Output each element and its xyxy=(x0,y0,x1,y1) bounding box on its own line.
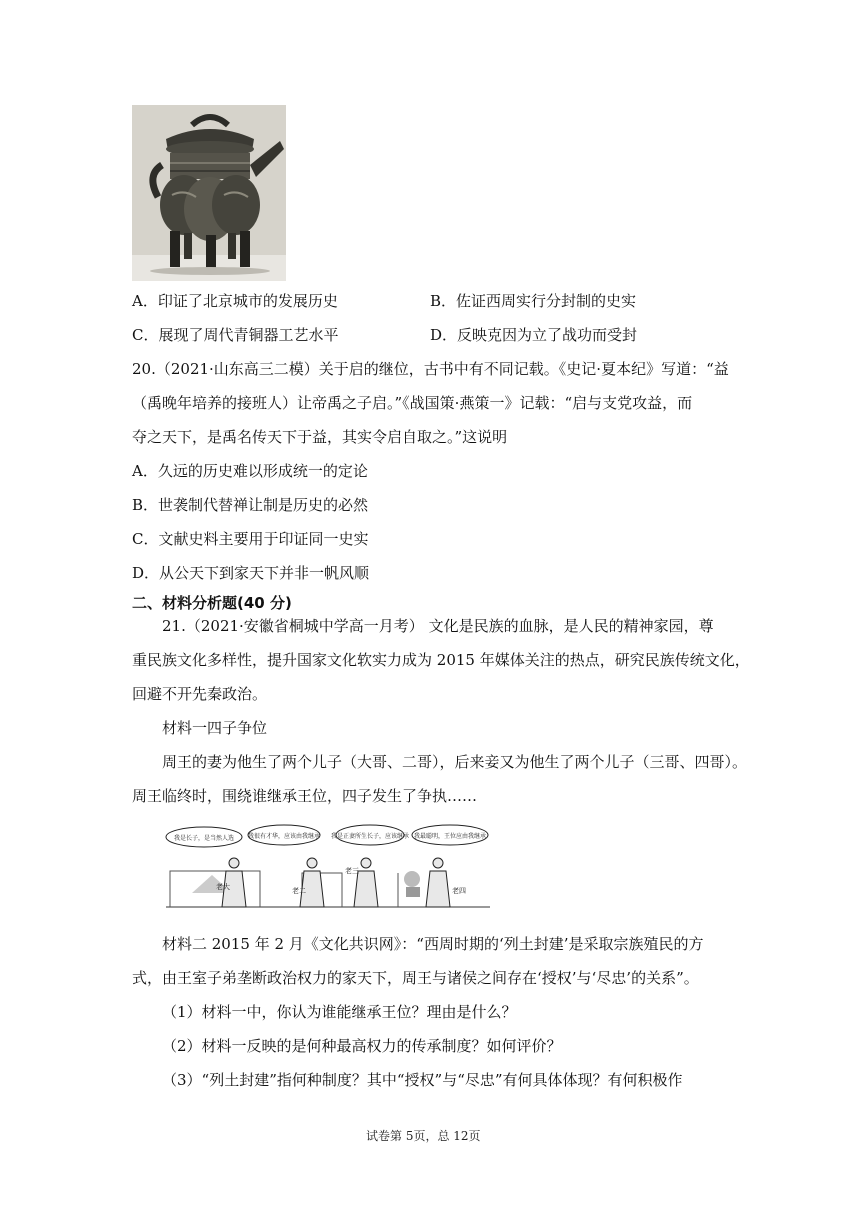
q21-question-1: （1）材料一中，你认为谁能继承王位？理由是什么？ xyxy=(162,1003,517,1021)
q20-stem-line-1: 20.（2021·山东高三二模）关于启的继位，古书中有不同记载。《史记·夏本纪》写道：“益 xyxy=(132,360,729,378)
bubble-4-text: 我最聪明，王位应由我继承 xyxy=(413,833,487,840)
material-2-line-2: 式，由王室子弟垄断政治权力的家天下，周王与诸侯之间存在‘授权’与‘尽忠’的关系”。 xyxy=(132,969,699,987)
section-2-title: 二、材料分析题(40 分) xyxy=(132,594,292,612)
figure-label-4: 老四 xyxy=(452,887,466,895)
four-sons-cartoon xyxy=(162,823,494,919)
four-sons-cartoon-illustration xyxy=(162,823,494,919)
q19-option-d: D．反映克因为立了战功而受封 xyxy=(430,326,638,344)
figure-label-2: 老二 xyxy=(292,887,306,895)
bubble-1-text: 我是长子，是当然人选 xyxy=(173,835,235,842)
q21-intro-line-3: 回避不开先秦政治。 xyxy=(132,685,268,703)
material-1-line-1: 周王的妻为他生了两个儿子（大哥、二哥），后来妾又为他生了两个儿子（三哥、四哥）。 xyxy=(162,753,748,771)
figure-label-1: 老大 xyxy=(216,883,230,891)
q20-option-b: B．世袭制代替禅让制是历史的必然 xyxy=(132,496,369,514)
page-footer: 试卷第 5页，总 12页 xyxy=(366,1129,481,1143)
material-1-line-2: 周王临终时，围绕谁继承王位，四子发生了争执…… xyxy=(132,787,478,805)
bubble-2-text: 我很有才华，应该由我继承 xyxy=(247,833,321,840)
q21-intro-line-2: 重民族文化多样性，提升国家文化软实力成为 2015 年媒体关注的热点，研究民族传统文化， xyxy=(132,651,750,669)
q21-question-2: （2）材料一反映的是何种最高权力的传承制度？如何评价？ xyxy=(162,1037,562,1055)
bubble-3-text: 我是正妻所生长子，应该继承 xyxy=(330,833,410,840)
q20-option-d: D．从公天下到家天下并非一帆风顺 xyxy=(132,564,370,582)
bronze-vessel-photo xyxy=(132,105,286,281)
q19-option-b: B．佐证西周实行分封制的史实 xyxy=(430,292,637,310)
q20-stem-line-2: （禹晚年培养的接班人）让帝禹之子启。”《战国策·燕策一》记载：“启与支党攻益，而 xyxy=(132,394,693,412)
material-2-line-1: 材料二 2015 年 2 月《文化共识网》：“西周时期的‘列土封建’是采取宗族殖民的方 xyxy=(162,935,704,953)
q21-question-3: （3）“列土封建”指何种制度？其中“授权”与“尽忠”有何具体体现？有何积极作 xyxy=(162,1071,683,1089)
bronze-vessel-illustration xyxy=(132,105,286,281)
q20-option-c: C．文献史料主要用于印证同一史实 xyxy=(132,530,369,548)
material-1-title: 材料一四子争位 xyxy=(162,719,268,737)
q19-option-c: C．展现了周代青铜器工艺水平 xyxy=(132,326,339,344)
q19-option-a: A．印证了北京城市的发展历史 xyxy=(132,292,338,310)
q20-stem-line-3: 夺之天下，是禹名传天下于益，其实令启自取之。”这说明 xyxy=(132,428,508,446)
q21-intro-line-1: 21.（2021·安徽省桐城中学高一月考） 文化是民族的血脉，是人民的精神家园，尊 xyxy=(162,617,714,635)
figure-label-3: 老三 xyxy=(345,867,359,875)
q20-option-a: A．久远的历史难以形成统一的定论 xyxy=(132,462,368,480)
